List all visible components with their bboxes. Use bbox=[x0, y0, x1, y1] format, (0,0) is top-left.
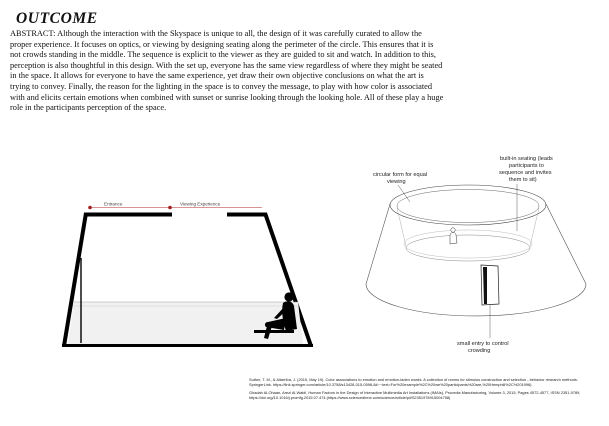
seating-label-1: built-in seating (leads bbox=[500, 156, 553, 162]
small-entry-label-2: crowding bbox=[468, 348, 491, 354]
perspective-drawing bbox=[366, 156, 586, 354]
section-drawing bbox=[62, 202, 313, 347]
abstract-text: ABSTRACT: Although the interaction with the Skyspace is unique to all, the design of it was carefully curated to allow the proper experience. It focuses on optics, or viewing by designing seating along the perimeter of the circle. This ensures that it is not crowds standing in the middle. The sequence is explicit to the viewer as they are guided to sit and watch. In addition to this, perception is also thoughtful in this design. With the set up, everyone has the same view regardless of where they might be seated in the space. It allows for everyone to have the same experience, yet draw their own objective conclusions on what the art is trying to convey. Finally, the reason for the lighting in the space is to convey the message, to play with how color is associated with and elicits certain emotions when combined with sunset or sunrise looking through the looking hole. All of these play a huge role in the participants perception of the space. bbox=[10, 29, 444, 113]
viewing-experience-label: Viewing Experience bbox=[180, 201, 221, 207]
seating-label-2: participants to bbox=[509, 163, 544, 169]
seating-label-3: sequence and invites bbox=[499, 170, 552, 176]
reference-2: Ghadah Al-Ohaan, Arezi Al-Wabil, Human Factors in the Design of Interactive Multimedia Art Installations (IMAIs), Procedia Manufacturing, Volume 3, 2015, Pages 4572-4577, ISSN 2351-9789, https://doi.org/10.1016/j.promfg.2015.07.474.(https://www.sciencedirect.com/science/article/pii/S2351978915004758) bbox=[249, 390, 581, 401]
entrance-label: Entrance bbox=[104, 201, 123, 207]
small-entry-door bbox=[481, 265, 499, 305]
circular-form-label-2: viewing bbox=[387, 179, 406, 185]
entrance-start-dot bbox=[88, 206, 92, 210]
seating-label-4: them to sit) bbox=[509, 177, 537, 183]
small-entry-label-1: small entry to control bbox=[457, 341, 509, 347]
top-rim-inner bbox=[397, 190, 539, 223]
references bbox=[249, 377, 601, 403]
reference-1: Sutton, T. M., & Altarriba, J. (2015, May 19). Color associations to emotion and emotion-laden words: A collection of norms for stimulus construction and selection - behavior research methods. SpringerLink. https://link.springer.com/article/10.3758/s13428-015-0598-8#:~:text=For%20example%2C%20we%20participants%20are,%20Hemphill%2C%201996). bbox=[249, 377, 578, 387]
interior-figure bbox=[450, 232, 457, 244]
interior-figure-head bbox=[451, 228, 455, 232]
page-title: OUTCOME bbox=[16, 10, 98, 27]
entrance-end-dot bbox=[168, 206, 172, 210]
circular-form-label-1: circular form for equal bbox=[373, 172, 428, 178]
